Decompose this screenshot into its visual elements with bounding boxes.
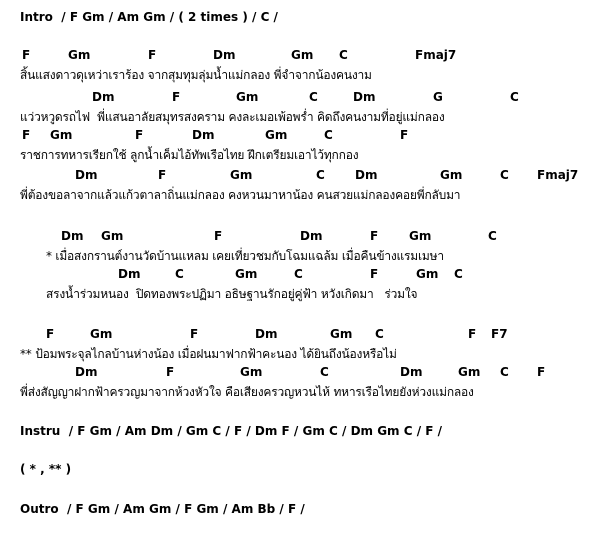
lyric-text: พี่ส่งสัญญาฝากฟ้าครวญมาจากห้วงหัวใจ คือเสียงครวญหวนไห้ ทหารเรือไทยยังห่วงแม่กลอง (20, 385, 474, 399)
chord: Gm (330, 327, 353, 341)
chord: Gm (236, 90, 259, 104)
chord-line-6 (0, 265, 600, 283)
lyric-text: ** ป้อมพระจุลไกลบ้านห่างน้อง เมื่อฝนมาฟากฟ้าคะนอง ได้ยินถึงน้องหรือไม่ (20, 347, 397, 361)
chord: Gm (458, 365, 481, 379)
chord: F (22, 48, 31, 62)
lyric-line-3 (0, 146, 600, 164)
chord: F (148, 48, 157, 62)
chord: F7 (491, 327, 508, 341)
lyric-text: สิ้นแสงดาวดุเหว่าเราร้อง จากสุมทุมลุ่มน้ำแม่กลอง พี่จำจากน้องคนงาม (20, 68, 372, 82)
lyric-text: แว่วหวูดรถไฟ พี่แสนอาลัยสมุทรสงคราม คงละเมอเพ้อพร่ำ คิดถึงคนงามที่อยู่แม่กลอง (20, 110, 445, 124)
chord: Dm (353, 90, 376, 104)
chord-line-3 (0, 126, 600, 144)
lyric-text: * เมื่อสงกรานต์งานวัดบ้านแหลม เคยเที่ยวชมกับโฉมแฉล้ม เมื่อคืนข้างแรมเมษา (46, 249, 444, 263)
chord: C (294, 267, 303, 281)
chord: C (500, 365, 509, 379)
chord: Dm (75, 365, 98, 379)
chord: Dm (192, 128, 215, 142)
intro-progression: Intro / F Gm / Am Gm / ( 2 times ) / C / (20, 10, 278, 24)
chord: F (158, 168, 167, 182)
chord: Dm (75, 168, 98, 182)
chord-line-4 (0, 166, 600, 184)
chord: Gm (90, 327, 113, 341)
chord-line-2 (0, 88, 600, 106)
chord: C (454, 267, 463, 281)
lyric-line-7 (0, 345, 600, 363)
lyric-line-6 (0, 285, 600, 303)
chord: Gm (416, 267, 439, 281)
chord: F (468, 327, 477, 341)
chord: F (537, 365, 546, 379)
lyric-text: พี่ต้องขอลาจากแล้วแก้วตาลาถิ่นแม่กลอง คงหวนมาหาน้อง คนสวยแม่กลองคอยพี่กลับมา (20, 188, 461, 202)
chord: Dm (300, 229, 323, 243)
chord: Gm (101, 229, 124, 243)
chord-line-8 (0, 363, 600, 381)
chord: C (510, 90, 519, 104)
chord: Dm (61, 229, 84, 243)
chord: Gm (240, 365, 263, 379)
chord: Dm (355, 168, 378, 182)
chord: Dm (118, 267, 141, 281)
chord: F (135, 128, 144, 142)
lyric-text: ราชการทหารเรียกใช้ ลูกน้ำเค็มไอ้ทัพเรือไทย ฝึกเตรียมเอาไว้ทุกกอง (20, 148, 359, 162)
chord: Gm (50, 128, 73, 142)
chord: C (175, 267, 184, 281)
chord: F (370, 229, 379, 243)
chord: F (214, 229, 223, 243)
lyric-line-5 (0, 247, 600, 265)
chord: C (488, 229, 497, 243)
chord: C (500, 168, 509, 182)
chord-line-1 (0, 46, 600, 64)
lyric-text: สรงน้ำร่วมหนอง ปิดทองพระปฏิมา อธิษฐานรักอยู่คู่ฟ้า หวังเกิดมา ร่วมใจ (46, 287, 418, 301)
chord: C (375, 327, 384, 341)
chord-line-7 (0, 325, 600, 343)
lyric-line-1 (0, 66, 600, 84)
chord: Dm (92, 90, 115, 104)
chord: F (166, 365, 175, 379)
chord: C (324, 128, 333, 142)
chord: G (433, 90, 443, 104)
intro-line (0, 8, 600, 26)
chord: Gm (235, 267, 258, 281)
repeat-line (0, 460, 600, 478)
chord: Gm (409, 229, 432, 243)
repeat-marker: ( * , ** ) (20, 462, 72, 476)
chord: Gm (265, 128, 288, 142)
chord: Gm (68, 48, 91, 62)
chord: Dm (213, 48, 236, 62)
chord: Dm (400, 365, 423, 379)
chord: F (370, 267, 379, 281)
chord: Gm (291, 48, 314, 62)
instru-progression: Instru / F Gm / Am Dm / Gm C / F / Dm F / Gm C / Dm Gm C / F / (20, 424, 443, 438)
chord: F (172, 90, 181, 104)
lyric-line-8 (0, 383, 600, 401)
chord: Fmaj7 (415, 48, 457, 62)
outro-line (0, 500, 600, 518)
chord: Gm (440, 168, 463, 182)
instru-line (0, 422, 600, 440)
outro-progression: Outro / F Gm / Am Gm / F Gm / Am Bb / F / (20, 502, 305, 516)
chord: Fmaj7 (537, 168, 579, 182)
chord-line-5 (0, 227, 600, 245)
chord: C (320, 365, 329, 379)
chord: F (190, 327, 199, 341)
chord: F (400, 128, 409, 142)
chord: C (309, 90, 318, 104)
chord: C (316, 168, 325, 182)
chord: F (22, 128, 31, 142)
chord: C (339, 48, 348, 62)
lyric-line-2 (0, 108, 600, 126)
chord: Gm (230, 168, 253, 182)
lyric-line-4 (0, 186, 600, 204)
chord: F (46, 327, 55, 341)
chord: Dm (255, 327, 278, 341)
